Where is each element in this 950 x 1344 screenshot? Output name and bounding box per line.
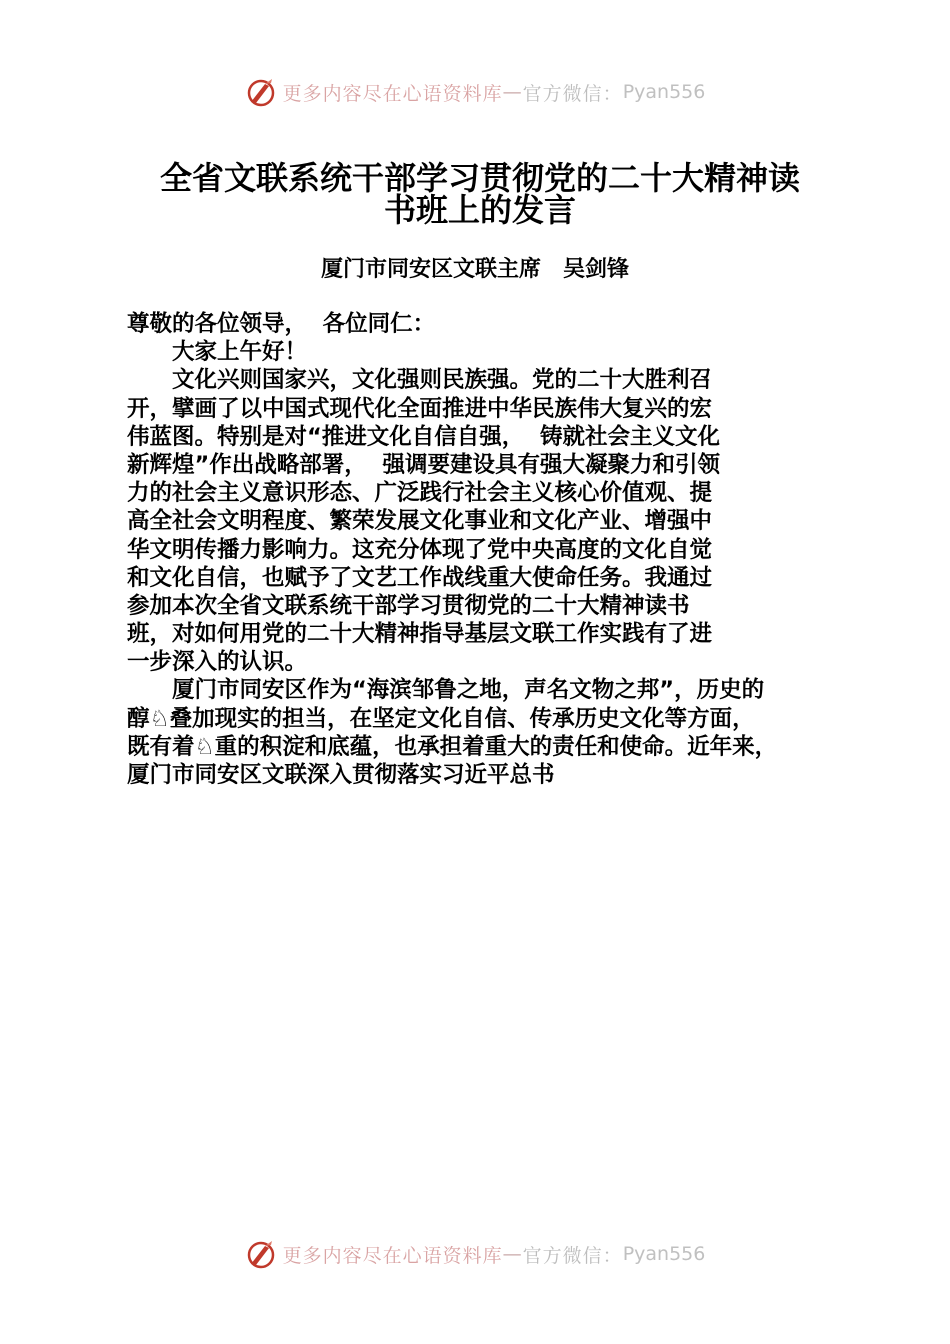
document-body: [127, 310, 847, 789]
watermark-brand: 更多内容尽在心语资料库: [282, 82, 503, 105]
brush-logo-icon: [245, 1238, 277, 1270]
watermark-wechat-id: Pyan556: [622, 1243, 706, 1265]
body-line: 厦门市同安区作为“海滨邹鲁之地，声名文物之邦”，历史的: [127, 677, 765, 704]
watermark-separator: —: [502, 81, 523, 103]
body-line: 新辉煌”作出战略部署， 强调要建设具有强大凝聚力和引领: [127, 451, 720, 478]
body-line: 一步深入的认识。: [127, 649, 308, 676]
body-line: 尊敬的各位领导， 各位同仁：: [127, 311, 436, 337]
title-line-1: 全省文联系统干部学习贯彻党的二十大精神读: [159, 159, 800, 197]
watermark-brand: 更多内容尽在心语资料库: [282, 1244, 503, 1267]
watermark-wechat-id: Pyan556: [622, 81, 706, 103]
title-line-2: 书班上的发言: [383, 191, 576, 229]
body-line: 开，擘画了以中国式现代化全面推进中华民族伟大复兴的宏: [127, 395, 713, 422]
brush-logo-icon: [245, 76, 277, 108]
body-line: 高全社会文明程度、繁荣发展文化事业和文化产业、增强中: [127, 508, 713, 535]
watermark-text: [283, 1241, 706, 1268]
body-line: 伟蓝图。特别是对“推进文化自信自强， 铸就社会主义文化: [127, 423, 720, 450]
body-line: 参加本次全省文联系统干部学习贯彻党的二十大精神读书: [127, 592, 690, 619]
body-line: 力的社会主义意识形态、广泛践行社会主义核心价值观、提: [127, 480, 713, 507]
footer-watermark: [0, 1234, 950, 1274]
body-line: 厦门市同安区文联深入贯彻落实习近平总书: [127, 762, 555, 788]
body-line: 文化兴则国家兴，文化强则民族强。党的二十大胜利召: [127, 367, 713, 394]
body-line: 班，对如何用党的二十大精神指导基层文联工作实践有了进: [127, 621, 713, 648]
body-line: 既有着♘重的积淀和底蕴，也承担着重大的责任和使命。近年来，: [127, 733, 778, 760]
body-line: 大家上午好！: [127, 339, 308, 366]
body-line: 和文化自信，也赋予了文艺工作战线重大使命任务。我通过: [127, 564, 713, 591]
watermark-wechat-label: 官方微信：: [522, 82, 623, 105]
watermark-wechat-label: 官方微信：: [522, 1244, 623, 1267]
document-author: 厦门市同安区文联主席 吴剑锋: [320, 257, 629, 282]
watermark-separator: —: [502, 1243, 523, 1265]
body-line: 华文明传播力影响力。这充分体现了党中央高度的文化自觉: [127, 536, 713, 563]
document-title: [110, 159, 850, 229]
header-watermark: [0, 72, 950, 112]
body-line: 醇♘叠加现实的担当，在坚定文化自信、传承历史文化等方面，: [127, 705, 755, 732]
watermark-text: [283, 79, 706, 106]
